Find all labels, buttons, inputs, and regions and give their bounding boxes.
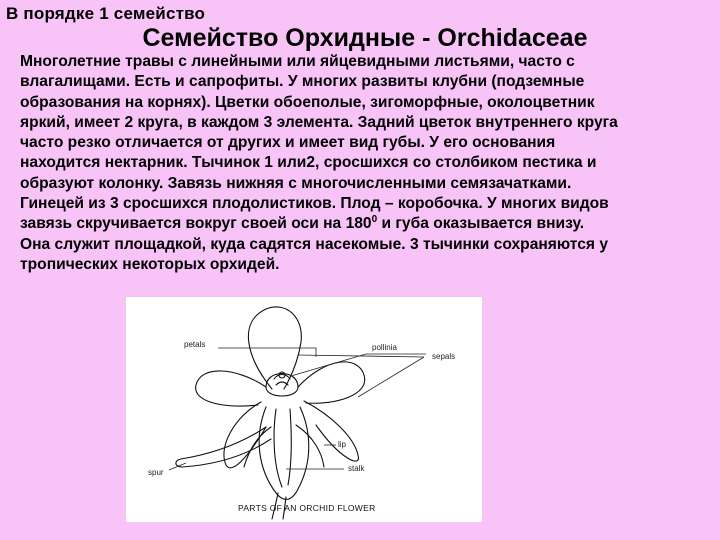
text-line: образования на корнях). Цветки обоеполые, зигоморфные, околоцветник xyxy=(20,93,595,111)
text-fragment: и губа оказывается внизу. xyxy=(377,215,585,233)
text-line: находится нектарник. Тычинок 1 или2, сросшихся со столбиком пестика и xyxy=(20,154,597,172)
text-line: часто резко отличается от других и имеет вид губы. У его основания xyxy=(20,134,556,152)
orchid-drawing xyxy=(126,297,482,522)
left-petal xyxy=(196,371,266,406)
column xyxy=(266,374,298,397)
text-line: влагалищами. Есть и сапрофиты. У многих развиты клубни (подземные xyxy=(20,73,585,91)
spur-label: spur xyxy=(148,468,164,477)
text-line: образуют колонку. Завязь нижняя с многочисленными семязачатками. xyxy=(20,174,572,192)
pollinia-leader xyxy=(291,354,426,376)
figure-caption: PARTS OF AN ORCHID FLOWER xyxy=(238,503,376,513)
section-overline: В порядке 1 семейство xyxy=(6,4,206,23)
petals-label: petals xyxy=(184,340,206,349)
spur-outline xyxy=(176,427,271,467)
pollinia-label: pollinia xyxy=(372,343,397,352)
text-fragment: завязь скручивается вокруг своей оси на 180 xyxy=(20,215,372,233)
petals-leader xyxy=(218,348,316,357)
degree-superscript: 0 xyxy=(371,214,378,226)
sepals-leader xyxy=(358,357,424,397)
text-line xyxy=(20,214,712,234)
text-line: Она служит площадкой, куда садятся насекомые. 3 тычинки сохраняются у xyxy=(20,235,609,253)
right-petal xyxy=(298,362,365,403)
text-line: яркий, имеет 2 круга, в каждом 3 элемента. Задний цветок внутреннего круга xyxy=(20,113,618,131)
orchid-diagram xyxy=(126,297,482,522)
sepals-label: sepals xyxy=(432,352,456,361)
stalk-label: stalk xyxy=(348,464,365,473)
lip-label: lip xyxy=(338,440,347,449)
description-paragraph xyxy=(20,52,712,275)
text-line: Гинецей из 3 сросшихся плодолистиков. Плод – коробочка. У многих видов xyxy=(20,195,609,213)
slide-title: Семейство Орхидные - Orchidaceae xyxy=(142,24,588,52)
text-line: тропических некоторых орхидей. xyxy=(20,255,280,273)
text-line: Многолетние травы с линейными или яйцевидными листьями, часто с xyxy=(20,53,575,70)
right-lateral-sepal xyxy=(304,401,358,461)
lip-outline xyxy=(259,407,309,499)
